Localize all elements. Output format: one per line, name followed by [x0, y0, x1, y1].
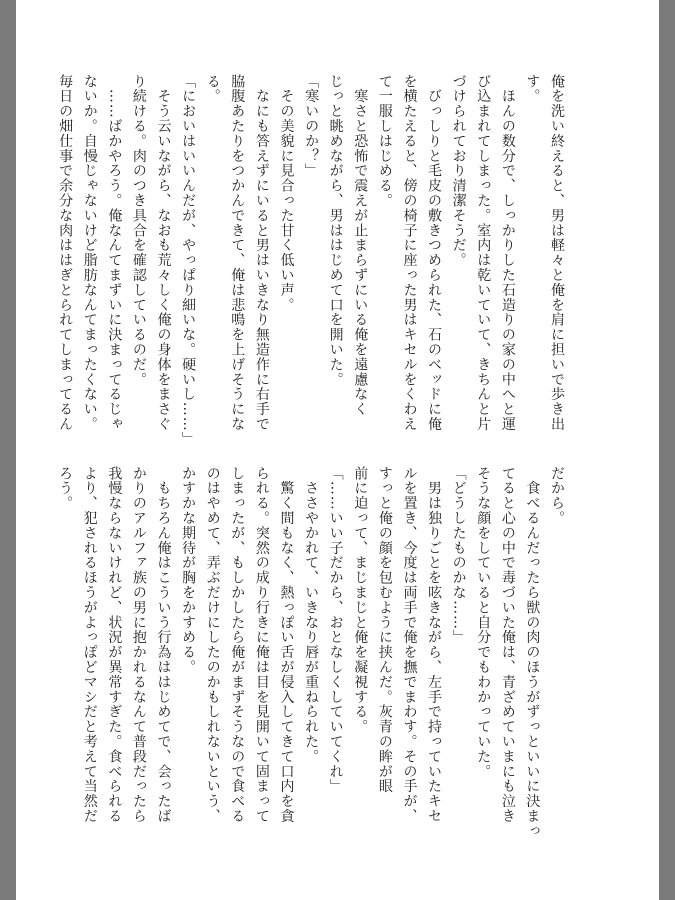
text-line: 前に迫って、まじまじと俺を凝視する。	[352, 466, 369, 735]
text-line: かりのアルファ族の男に抱かれるなんて普段だったら	[130, 466, 147, 824]
text-line: ルを置き、今度は両手で俺を撫でまわす。その手が、	[401, 466, 418, 824]
text-line: ほんの数分で、しっかりした石造りの家の中へと運	[499, 74, 516, 432]
text-line: づけられており清潔そうだ。	[450, 74, 467, 268]
text-line: 脇腹あたりをつかんできて、俺は悲鳴を上げそうにな	[229, 74, 246, 432]
text-line: その美貌に見合った甘く低い声。	[278, 74, 295, 313]
text-line: びっしりと毛皮の敷きつめられた、石のベッドに俺	[426, 74, 443, 432]
text-line: なにも答えずにいると男はいきなり無造作に右手で	[253, 74, 270, 432]
text-line: そう云いながら、なおも荒々しく俺の身体をまさぐ	[155, 74, 172, 432]
text-line: す。	[524, 74, 541, 104]
text-line: てると心の中で毒づいた俺は、青ざめていまにも泣き	[499, 466, 516, 824]
text-line: より、犯されるほうがよっぽどマシだと考えて当然だ	[81, 466, 98, 824]
text-line: のはやめて、弄ぶだけにしたのかもしれないという、	[204, 466, 221, 824]
lower-text-block	[53, 466, 569, 846]
text-line: かすかな期待が胸をかすめる。	[180, 466, 197, 675]
text-line: 毎日の畑仕事で余分な肉ははぎとられてしまってるん	[57, 74, 74, 432]
text-line: 「においはいいんだが、やっぱり細いな。硬いし……」	[180, 74, 197, 447]
text-line: 食べるんだったら獣の肉のほうがずっといいに決まっ	[524, 466, 541, 839]
text-line: る。	[204, 74, 221, 104]
text-line: ささやかれて、いきなり唇が重ねられた。	[303, 466, 320, 764]
text-line: もちろん俺はこういう行為ははじめてで、会ったば	[155, 466, 172, 824]
text-line: て一服しはじめる。	[376, 74, 393, 209]
text-line: を横たえると、傍の椅子に座った男はキセルをくわえ	[401, 74, 418, 432]
text-line: 「寒いのか？」	[303, 74, 320, 179]
text-line: 驚く間もなく、熱っぽい舌が侵入してきて口内を貪	[278, 466, 295, 824]
text-line: 我慢ならないけれど、状況が異常すぎた。食べられる	[106, 466, 123, 824]
text-line: られる。突然の成り行きに俺は目を見開いて固まって	[253, 466, 270, 824]
text-line: ろう。	[57, 466, 74, 511]
text-line: すっと俺の顔を包むように挟んだ。灰青の眸が眼	[376, 466, 393, 794]
text-line: そうな顔をしていると自分でもわかっていた。	[475, 466, 492, 779]
text-line: じっと眺めながら、男ははじめて口を開いた。	[327, 74, 344, 387]
text-line: り続ける。肉のつき具合を確認しているのだ。	[130, 74, 147, 387]
text-line: 「どうしたものかな……」	[450, 466, 467, 645]
text-line: ないか。自慢じゃないけど脂肪なんてまったくない。	[81, 74, 98, 432]
text-line: 俺を洗い終えると、男は軽々と俺を肩に担いで歩き出	[549, 74, 565, 432]
text-line: び込まれてしまった。室内は乾いていて、きちんと片	[475, 74, 492, 432]
text-line: だから。	[549, 466, 565, 526]
text-line: 寒さと恐怖で震えが止まらずにいる俺を遠慮なく	[352, 74, 369, 417]
text-line: 男は独りごとを呟きながら、左手で持っていたキセ	[426, 466, 443, 824]
text-line: ……ばかやろう。俺なんてまずいに決まってるじゃ	[106, 74, 123, 432]
text-line: しまったが、もしかしたら俺がまずそうなので食べる	[229, 466, 246, 824]
upper-text-block	[53, 74, 569, 454]
book-page	[16, 0, 659, 900]
text-line: 「……いい子だから、おとなしくしていてくれ」	[327, 466, 344, 794]
